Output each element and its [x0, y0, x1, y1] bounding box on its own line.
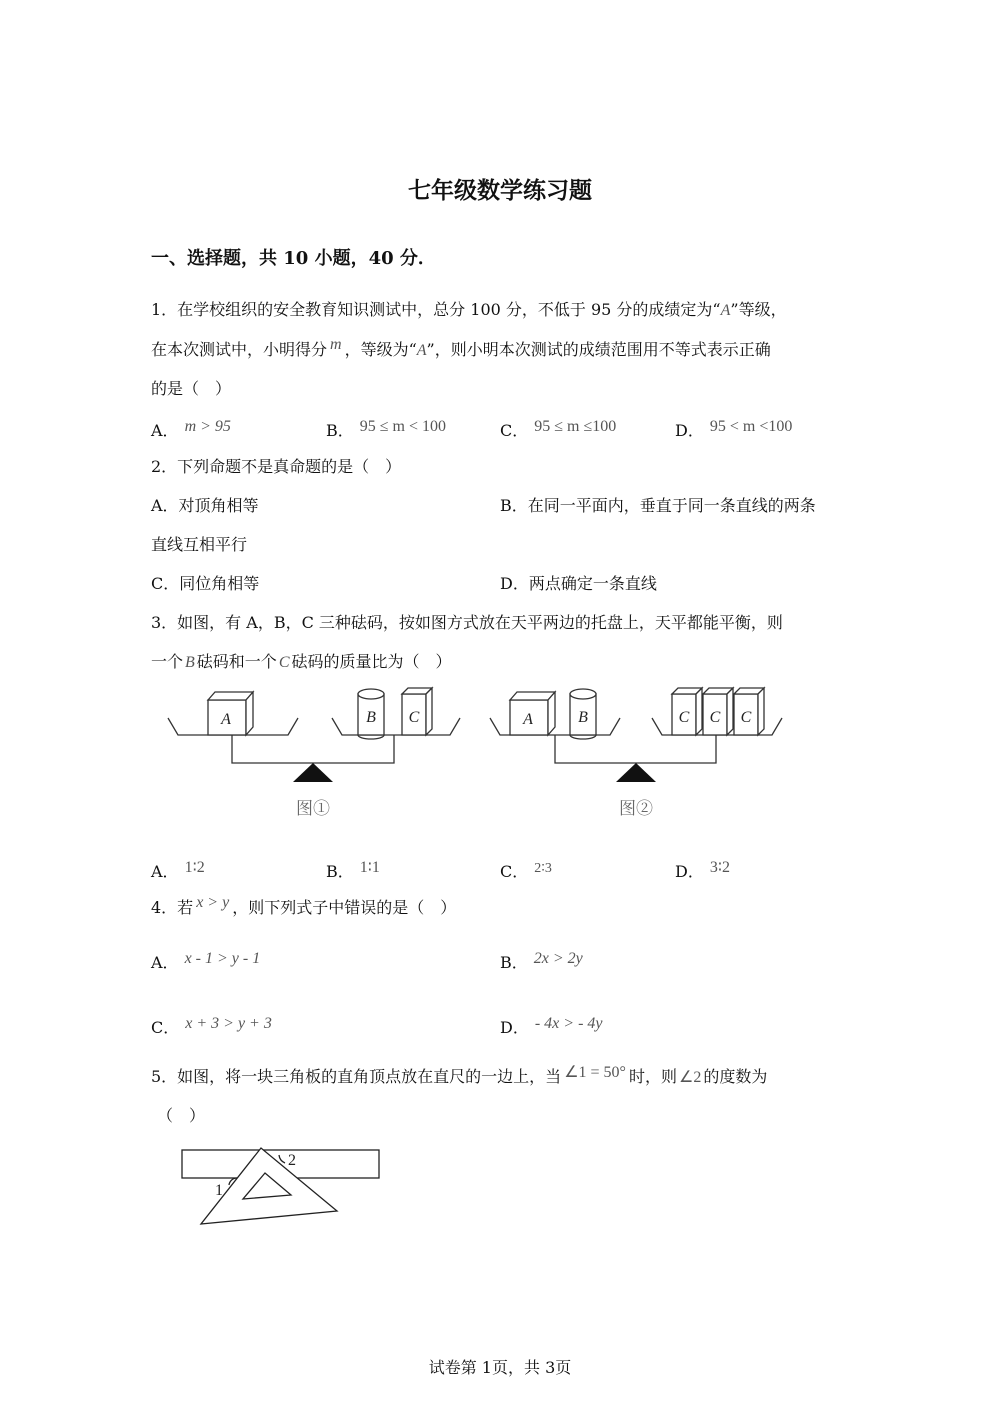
q3-option-a[interactable]: [151, 859, 205, 882]
weight-label-c: C: [740, 709, 752, 726]
q3-option-c[interactable]: [500, 859, 552, 882]
weight-label-b: B: [578, 709, 588, 726]
option-value: 95 ≤ m ≤100: [534, 418, 617, 435]
q3-text-2c: 砝码的质量比为（ ）: [291, 652, 452, 671]
q3-text-2b: 砝码和一个: [196, 652, 277, 671]
weight-label-a: A: [221, 711, 231, 728]
option-value: 95 < m <100: [709, 418, 793, 435]
option-label: B．: [326, 421, 354, 440]
fulcrum-1: [293, 763, 333, 782]
weight-label-c: C: [408, 709, 420, 726]
option-label: A．: [151, 862, 179, 881]
q2-option-d[interactable]: D．两点确定一条直线: [500, 574, 657, 593]
q4-option-d[interactable]: [500, 1015, 603, 1038]
q3-option-b[interactable]: [326, 859, 380, 882]
q2-option-b[interactable]: B．在同一平面内，垂直于同一条直线的两条: [500, 496, 816, 515]
option-value: 2x > 2y: [533, 950, 583, 967]
option-label: D．: [675, 421, 704, 440]
option-value: 95 ≤ m < 100: [359, 418, 447, 435]
q3-line2: [151, 652, 452, 673]
q4-option-c[interactable]: [151, 1015, 272, 1038]
q5-angle-2: ∠2: [678, 1069, 702, 1086]
q4-text-a: 4．若: [151, 898, 194, 917]
option-label: A．: [151, 953, 179, 972]
option-label: C．: [151, 1018, 180, 1037]
option-label: B．: [326, 862, 354, 881]
weight-label-b: B: [366, 709, 376, 726]
weight-label-a: A: [523, 711, 533, 728]
q1-text-1: 1．在学校组织的安全教育知识测试中，总分 100 分，不低于 95 分的成绩定为“: [151, 300, 721, 319]
figure-2-caption: 图②: [619, 799, 653, 818]
option-value: 1∶1: [359, 859, 380, 876]
q3-line1: 3．如图，有 A，B，C 三种砝码，按如图方式放在天平两边的托盘上，天平都能平衡，则: [151, 613, 783, 632]
q4-stem: [151, 894, 457, 919]
figure-1-caption: 图①: [296, 799, 330, 818]
right-pan-1: [332, 718, 460, 735]
q2-option-b-cont: 直线互相平行: [151, 535, 248, 554]
weight-label-c: C: [709, 709, 721, 726]
option-value: x - 1 > y - 1: [184, 950, 261, 967]
q5-condition: ∠1 = 50°: [564, 1064, 626, 1081]
option-value: 3∶2: [709, 859, 731, 876]
option-label: D．: [500, 1018, 529, 1037]
ruler-triangle-figure: [175, 1145, 390, 1230]
option-label: A．: [151, 421, 179, 440]
weight-label-c: C: [678, 709, 690, 726]
balance-figure-2: [490, 688, 782, 763]
page-footer: 试卷第 1页，共 3页: [428, 1358, 572, 1377]
fulcrum-2: [616, 763, 656, 782]
q1-text-2b: ，等级为“: [344, 340, 417, 359]
q1-option-c[interactable]: [500, 418, 616, 441]
q1-grade-a-2: A: [416, 342, 427, 359]
q1-text-1b: ”等级，: [730, 300, 787, 319]
option-value: x + 3 > y + 3: [185, 1015, 272, 1032]
q4-option-a[interactable]: [151, 950, 260, 973]
option-label: C．: [500, 862, 529, 881]
q1-text-2a: 在本次测试中，小明得分: [151, 340, 328, 359]
balance-figures: [160, 680, 790, 830]
q2-stem: 2．下列命题不是真命题的是（ ）: [151, 457, 402, 476]
option-value: 2∶3: [534, 861, 552, 876]
page-title: 七年级数学练习题: [408, 177, 592, 204]
q5-text-a: 5．如图，将一块三角板的直角顶点放在直尺的一边上，当: [151, 1067, 562, 1086]
q3-var-c: C: [278, 654, 290, 671]
q3-text-2a: 一个: [151, 652, 184, 671]
q1-text-2c: ”，则小明本次测试的成绩范围用不等式表示正确: [426, 340, 771, 359]
q4-condition: x > y: [196, 894, 230, 911]
q1-line3: 的是（ ）: [151, 379, 232, 398]
q1-option-d[interactable]: [675, 418, 792, 441]
option-label: C．: [500, 421, 529, 440]
q3-option-d[interactable]: [675, 859, 730, 882]
option-value: 1∶2: [184, 859, 205, 876]
q3-var-b: B: [185, 654, 195, 671]
q5-answer-paren: （ ）: [157, 1106, 206, 1125]
q2-option-c[interactable]: C．同位角相等: [151, 574, 260, 593]
q1-option-b[interactable]: [326, 418, 446, 441]
q5-text-b: 时，则: [628, 1067, 677, 1086]
q1-line1: [151, 300, 787, 321]
angle-label-1: 1: [215, 1182, 223, 1199]
option-value: - 4x > - 4y: [534, 1015, 603, 1032]
q5-text-c: 的度数为: [703, 1067, 768, 1086]
q5-stem: [151, 1064, 768, 1088]
q4-text-b: ，则下列式子中错误的是（ ）: [232, 898, 457, 917]
option-value: m > 95: [184, 418, 231, 435]
option-label: D．: [675, 862, 704, 881]
q2-option-a[interactable]: A．对顶角相等: [151, 496, 259, 515]
q1-option-a[interactable]: [151, 418, 231, 441]
q1-grade-a: A: [720, 302, 731, 319]
q1-var-m: m: [330, 336, 342, 353]
q4-option-b[interactable]: [500, 950, 583, 973]
q1-line2: [151, 336, 771, 361]
angle-label-2: 2: [288, 1152, 296, 1169]
section-heading: 一、选择题，共 10 小题，40 分．: [151, 248, 436, 269]
option-label: B．: [500, 953, 528, 972]
